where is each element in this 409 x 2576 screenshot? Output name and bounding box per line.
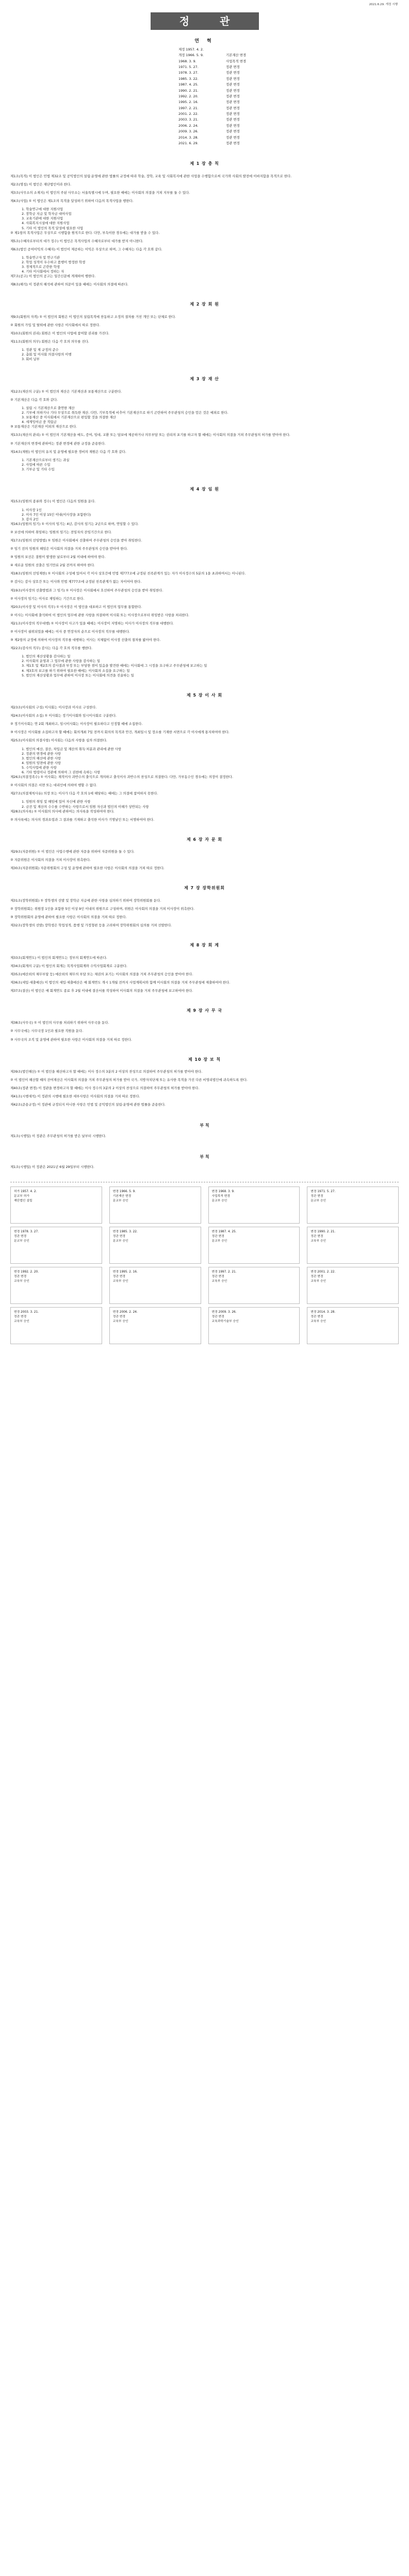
article-paragraph: 제6조(법인 공여이익의 수혜자) 이 법인이 제공하는 이익은 무상으로 하며, 그 수혜자는 다음 각 호와 같다.	[10, 247, 162, 251]
revision-date: 2014. 3. 28.	[178, 135, 199, 140]
article-paragraph: 제7조(공고) 이 법인의 공고는 일간신문에 게재하여 행한다.	[10, 274, 96, 279]
article-paragraph: ③ 임원의 보선은 결원이 발생한 날로부터 2월 이내에 하여야 한다.	[10, 555, 106, 560]
revision-date: 1997. 2. 21.	[178, 106, 199, 110]
clause-item: 1. 법인의 재산상황을 감사하는 일	[22, 654, 71, 659]
clause-item: 2. 금전 및 재산의 수수를 수반하는 사항으로서 임원 자신과 법인의 이해가 상반되는 사항	[22, 804, 149, 809]
clause-item: 6. 기타 법령이나 정관에 의하여 그 권한에 속하는 사항	[22, 770, 100, 775]
clause-item: 3. 회비 납부	[22, 357, 40, 362]
clause-item: 4. 사회복지시설에 대한 지원사업	[22, 221, 70, 226]
article-paragraph: ② 보선에 의하여 취임하는 임원의 임기는 전임자의 잔임기간으로 한다.	[10, 530, 112, 534]
approval-note: 변경 2001. 2. 22. 정관 변경 교육부 승인	[307, 1267, 399, 1304]
revision-note: 정관 변경	[226, 129, 240, 134]
article-paragraph: ③ 장학위원회의 운영에 관하여 필요한 사항은 이사회의 의결을 거쳐 따로 정한다.	[10, 914, 127, 919]
revision-note: 정관 변경	[226, 94, 240, 98]
chapter-heading: 제 1 장 총 칙	[190, 161, 219, 166]
clause-item: 3. 감사 2인	[22, 517, 39, 521]
article-paragraph: 제16조(임원의 임기) ① 이사의 임기는 4년, 감사의 임기는 2년으로 하며, 연임할 수 있다.	[10, 521, 139, 526]
article-paragraph: 제39조(법인해산) ① 이 법인을 해산하고자 할 때에는 이사 정수의 3분의 2 이상의 찬성으로 의결하여 주무관청의 허가를 받아야 한다.	[10, 1070, 203, 1074]
article-paragraph: 제22조(감사의 직무) 감사는 다음 각 호의 직무를 행한다.	[10, 646, 93, 651]
clause-item: 2. 정관의 변경에 관한 사항	[22, 751, 61, 756]
article-paragraph: ② 사무국에는 사무국장 1인과 필요한 직원을 둔다.	[10, 1029, 84, 1033]
revision-note: 정관 변경	[226, 82, 240, 87]
revision-row	[178, 141, 399, 146]
clause-item: 3. 법인의 해산에 관한 사항	[22, 756, 61, 760]
clause-item: 3. 제1호 및 제2호의 감사결과 부정 또는 부당한 점이 있음을 발견한 때에는 이사회에 그 시정을 요구하고 주무관청에 보고하는 일	[22, 664, 207, 668]
article-paragraph: ② 감사는 감사 상호간 또는 이사와 민법 제777조에 규정된 친족관계가 없는 자이어야 한다.	[10, 580, 142, 584]
revision-note: 정관 변경	[226, 106, 240, 110]
revision-note: 정관 변경	[226, 88, 240, 93]
clause-item: 4. 임원의 임면에 관한 사항	[22, 760, 61, 765]
revision-meta: 2021.6.29. 개정 시행	[369, 3, 398, 6]
article-paragraph: ② 이사장의 임기는 이사로 재임하는 기간으로 한다.	[10, 596, 85, 601]
article-paragraph: ④ 새로운 임원의 선출은 임기만료 2월 전까지 하여야 한다.	[10, 563, 95, 568]
revision-row	[178, 88, 399, 94]
addenda-container	[10, 1123, 399, 1170]
article-paragraph: ② 이 법인이 해산할 때의 잔여재산은 이사회의 의결을 거쳐 주무관청의 허가를 받아 국가, 지방자치단체 또는 유사한 목적을 가진 다른 비영리법인에 귀속하도록 한다.	[10, 1078, 248, 1082]
revision-note: 정관 변경	[226, 64, 240, 69]
article-paragraph: ③ 이사장은 이사회를 소집하고자 할 때에는 회의개최 7일 전까지 회의의 목적과 안건, 개최일시 및 장소를 기재한 서면으로 각 이사에게 통지하여야 한다.	[10, 730, 230, 735]
revision-row	[178, 135, 399, 141]
chapter-heading: 제 6 장 자 문 회	[186, 837, 223, 842]
approval-note: 변경 1990. 2. 21. 정관 변경 교육부 승인	[307, 1227, 399, 1264]
approval-note: 변경 1968. 3. 9. 사업목적 변경 문교부 승인	[208, 1187, 300, 1224]
article-paragraph: ③ 제2항의 규정에 의하여 이사장의 직무를 대행하는 이사는 지체없이 이사장 선출의 절차를 밟아야 한다.	[10, 638, 161, 642]
article-paragraph: 제9조(회원의 자격) ① 이 법인의 회원은 이 법인의 설립목적에 찬동하고 소정의 절차를 거친 개인 또는 단체로 한다.	[10, 314, 176, 319]
revision-note: 정관 변경	[226, 117, 240, 122]
revision-row	[178, 70, 399, 76]
clause-item: 2. 총회 및 이사회 의결사항의 이행	[22, 352, 72, 357]
revision-date: 2001. 2. 22.	[178, 112, 199, 116]
revision-note: 정관 변경	[226, 76, 240, 81]
article-paragraph: ② 회원의 가입 및 탈퇴에 관한 사항은 이사회에서 따로 정한다.	[10, 323, 101, 327]
article-paragraph: 제26조(의결정족수) ① 이사회는 재적이사 과반수의 출석으로 개의하고 출석이사 과반수의 찬성으로 의결한다. 다만, 가부동수인 경우에는 의장이 결정한다.	[10, 775, 233, 779]
addenda-heading: 부 칙	[200, 1154, 209, 1159]
revision-row	[178, 59, 399, 64]
clause-item: 3. 기부금 및 기타 수입	[22, 467, 55, 471]
article-paragraph: ② 임기 전의 임원의 해임은 이사회의 의결을 거쳐 주무관청의 승인을 받아야 한다.	[10, 547, 128, 551]
article-paragraph: 제13조(재산의 관리) ① 이 법인의 기본재산을 매도, 증여, 임대, 교환 또는 담보에 제공하거나 의무부담 또는 권리의 포기를 하고자 할 때에는 이사회의 의결을 거쳐 주무관청의 허가를 받아야 한다.	[10, 433, 290, 437]
revision-row	[178, 76, 399, 82]
revision-row	[178, 94, 399, 99]
clause-item: 1. 설립 시 기본재산으로 출연한 재산	[22, 406, 75, 411]
article-paragraph: 제35조(예산외의 채무부담 등) 예산외의 채무의 부담 또는 채권의 포기는 이사회의 의결을 거쳐 주무관청의 승인을 받아야 한다.	[10, 972, 193, 976]
revision-note: 정관 변경	[226, 100, 240, 105]
chapter-heading: 제 7 장 장학위원회	[184, 886, 225, 891]
revision-heading: 연 혁	[194, 39, 215, 44]
article-paragraph: ② 자문위원은 이사회의 의결을 거쳐 이사장이 위촉한다.	[10, 858, 91, 862]
article-paragraph: 제23조(이사회의 구성) 이사회는 이사장과 이사로 구성한다.	[10, 705, 97, 710]
article-paragraph: 제10조(회원의 권리) 회원은 이 법인의 사업에 참여할 권리를 가진다.	[10, 331, 109, 335]
chapters-container	[10, 161, 399, 1107]
article-paragraph: 제31조(장학위원회) ① 장학생의 선발 및 장학금 지급에 관한 사항을 심의하기 위하여 장학위원회를 둔다.	[10, 898, 161, 903]
clause-item: 2. 사업에 따른 수입	[22, 462, 51, 467]
article-paragraph: 제21조(이사장의 직무대행) ① 이사장이 사고가 있을 때에는 이사장이 지명하는 이사가 이사장의 직무를 대행한다.	[10, 621, 174, 625]
clause-item: 2. 학업 성적이 우수하고 품행이 방정한 학생	[22, 260, 86, 264]
article-paragraph: 제18조(임원의 선임제한) ① 이사회의 구성에 있어서 각 이사 상호간에 민법 제777조에 규정된 친족관계가 있는 자가 이사정수의 5분의 1을 초과하여서는 아니된다.	[10, 571, 246, 576]
article-paragraph: 제41조(시행세칙) 이 정관의 시행에 필요한 세부사항은 이사회의 의결을 거쳐 따로 정한다.	[10, 1094, 140, 1099]
clause-item: 1. 법인의 예산, 결산, 차입금 및 재산의 취득·처분과 관리에 관한 사항	[22, 747, 122, 751]
article-paragraph: ② 제1항의 목적사업은 무상으로 시행함을 원칙으로 한다. 다만, 부득이한 경우에는 대가를 받을 수 있다.	[10, 230, 160, 235]
article-paragraph: 제19조(이사장의 선출방법과 그 임기) ① 이사장은 이사회에서 호선하여 주무관청의 승인을 받아 취임한다.	[10, 588, 163, 592]
chapter-heading: 제 10 장 보 칙	[188, 1057, 221, 1062]
article-paragraph: 제38조(사무국) ① 이 법인의 사무를 처리하기 위하여 사무국을 둔다.	[10, 1021, 109, 1025]
approval-note: 변경 1985. 3. 22. 정관 변경 문교부 승인	[109, 1227, 201, 1264]
article-paragraph: ② 이사회의 의결은 서면 또는 대리인에 의하여 행할 수 없다.	[10, 783, 97, 788]
revision-date: 1992. 2. 20.	[178, 94, 199, 98]
article-paragraph: 제20조(이사장 및 이사의 직무) ① 이사장은 이 법인을 대표하고 이 법인의 업무를 통할한다.	[10, 604, 142, 609]
clause-item: 1. 기본재산으로부터 생기는 과실	[22, 457, 70, 462]
approval-note: 변경 1978. 3. 27. 정관 변경 문교부 승인	[10, 1227, 102, 1264]
article-paragraph: 제37조(결산) 이 법인은 매 회계연도 종료 후 2월 이내에 결산서를 작성하여 이사회의 의결을 거쳐 주무관청에 보고하여야 한다.	[10, 988, 193, 993]
article-paragraph: 제33조(회계연도) 이 법인의 회계연도는 정부의 회계연도에 따른다.	[10, 955, 107, 960]
article-paragraph: 제27조(의결제척사유) 의장 또는 이사가 다음 각 호의 1에 해당하는 때에는 그 의결에 참여하지 못한다.	[10, 791, 158, 796]
clause-item: 2. 장학금 지급 및 학자금 대여사업	[22, 212, 72, 216]
revision-row	[178, 53, 399, 58]
revision-note: 사업목적 변경	[226, 59, 247, 63]
clause-item: 5. 법인의 재산상황과 업무에 관하여 이사장 또는 이사회에 의견을 진술하는 일	[22, 673, 134, 677]
article-paragraph: 제30조(자문위원회) 자문위원회의 구성 및 운영에 관하여 필요한 사항은 이사회의 의결을 거쳐 따로 정한다.	[10, 866, 165, 871]
approval-note: 변경 2006. 2. 24. 정관 변경 교육부 승인	[109, 1307, 201, 1344]
article-paragraph: 제3조(사무소의 소재지) 이 법인의 주된 사무소는 서울특별시에 두며, 필요한 때에는 이사회의 의결을 거쳐 지부를 둘 수 있다.	[10, 190, 190, 195]
revision-date: 1987. 4. 25.	[178, 82, 199, 87]
approval-note: 변경 1987. 4. 25. 정관 변경 문교부 승인	[208, 1227, 300, 1264]
article-paragraph: 제25조(이사회의 의결사항) 이사회는 다음의 사항을 심의·의결한다.	[10, 738, 107, 743]
clause-item: 4. 기타 이사회에서 정하는 자	[22, 269, 64, 274]
article-paragraph: 제1조(목적) 이 법인은 민법 제32조 및 공익법인의 설립·운영에 관한 법률의 규정에 따라 학술, 장학, 교육 및 사회복지에 관한 사업을 수행함으로써 국가와 사회의 발전에 이바지함을 목적으로 한다.	[10, 174, 292, 178]
revision-date: 1978. 3. 27.	[178, 71, 199, 75]
clause-item: 2. 이사 7인 이상 15인 이내(이사장을 포함한다)	[22, 512, 91, 517]
revision-row	[178, 82, 399, 88]
revision-date: 2003. 3. 21.	[178, 117, 199, 122]
clause-item: 4. 세계잉여금 중 적립금	[22, 420, 57, 425]
article-paragraph: ② 장학위원회는 위원장 1인을 포함한 5인 이상 9인 이내의 위원으로 구성하며, 위원은 이사회의 의결을 거쳐 이사장이 위촉한다.	[10, 906, 194, 911]
approval-note: 변경 1997. 2. 21. 정관 변경 교육부 승인	[208, 1267, 300, 1304]
revision-date: 1971. 5. 27.	[178, 64, 199, 69]
clause-item: 2. 이사회의 운영과 그 업무에 관한 사항을 감사하는 일	[22, 659, 100, 664]
chapter-heading: 제 3 장 재 산	[190, 377, 219, 382]
revision-date: 1990. 2. 21.	[178, 88, 199, 93]
approval-note: 변경 2009. 3. 26. 정관 변경 교육과학기술부 승인	[208, 1307, 300, 1344]
article-paragraph: ③ 보통재산은 기본재산 이외의 재산으로 한다.	[10, 425, 77, 429]
revision-date: 1968. 3. 9.	[178, 59, 197, 63]
revision-date: 2006. 2. 24.	[178, 123, 199, 128]
revision-row	[178, 129, 399, 134]
revision-list	[178, 47, 399, 147]
revision-date: 개정 1966. 5. 9.	[178, 53, 204, 58]
clause-item: 5. 수익사업에 관한 사항	[22, 765, 57, 770]
chapter-heading: 제 5 장 이 사 회	[186, 692, 223, 698]
revision-row	[178, 117, 399, 123]
article-paragraph: 제5조(수혜자로부터의 대가 징수) 이 법인은 목적사업의 수혜자로부터 대가를 받지 아니한다.	[10, 239, 143, 243]
clause-item: 5. 기타 이 법인의 목적 달성에 필요한 사업	[22, 226, 84, 230]
clause-item: 1. 학술연구자 및 연구기관	[22, 255, 60, 260]
article-paragraph: ② 의사록에는 의사의 경과요령과 그 결과를 기재하고 출석한 이사가 기명날인 또는 서명하여야 한다.	[10, 817, 155, 822]
revision-row	[178, 111, 399, 117]
revision-note: 정관 변경	[226, 71, 240, 75]
clause-item: 1. 이사장 1인	[22, 507, 42, 512]
revision-row	[178, 64, 399, 70]
revision-row	[178, 99, 399, 105]
article-paragraph: 제40조(정관 변경) 이 정관을 변경하고자 할 때에는 이사 정수의 3분의 2 이상의 찬성으로 의결하여 주무관청의 허가를 받아야 한다.	[10, 1086, 200, 1091]
article-paragraph: 제32조(장학생의 선발) 장학생은 학업성적, 품행 및 가정형편 등을 고려하여 장학위원회의 심의를 거쳐 선발한다.	[10, 923, 172, 928]
approval-note: 변경 1992. 2. 20. 정관 변경 교육부 승인	[10, 1267, 102, 1304]
chapter-heading: 제 9 장 사 무 국	[186, 1008, 223, 1013]
article-paragraph: 제36조(세입·세출예산) 이 법인의 세입·세출예산은 매 회계연도 개시 1개월 전까지 사업계획서와 함께 이사회의 의결을 거쳐 주무관청에 제출하여야 한다.	[10, 980, 231, 985]
addenda-text: 제1조(시행일) 이 정관은 2021년 6월 29일부터 시행한다.	[10, 1165, 94, 1170]
approval-note: 변경 1966. 5. 9. 기본재산 변경 문교부 승인	[109, 1187, 201, 1224]
revision-date: 1985. 3. 22.	[178, 76, 199, 81]
article-paragraph: 제17조(임원의 선임방법) ① 임원은 이사회에서 선출하여 주무관청의 승인을 받아 취임한다.	[10, 538, 142, 543]
addenda-text: 제1조(시행일) 이 정관은 주무관청의 허가를 받은 날부터 시행한다.	[10, 1133, 106, 1138]
article-paragraph: ② 이사장이 궐위되었을 때에는 이사 중 연장자의 순으로 이사장의 직무를 대행한다.	[10, 630, 130, 634]
approval-note: 변경 1995. 2. 16. 정관 변경 교육부 승인	[109, 1267, 201, 1304]
clause-item: 3. 보통재산 중 이사회에서 기본재산으로 편입할 것을 의결한 재산	[22, 415, 116, 420]
article-paragraph: ② 이사는 이사회에 출석하여 이 법인의 업무에 관한 사항을 의결하며 이사회 또는 이사장으로부터 위임받은 사항을 처리한다.	[10, 613, 189, 617]
article-paragraph: 제14조(재원) 이 법인의 유지 및 운영에 필요한 경비의 재원은 다음 각 호와 같다.	[10, 449, 126, 454]
article-paragraph: ② 정기이사회는 연 2회 개최하고, 임시이사회는 이사장이 필요하다고 인정할 때에 소집한다.	[10, 722, 143, 726]
article-paragraph: 제8조(해석) 이 정관의 해석에 관하여 의문이 있을 때에는 이사회의 의결에 따른다.	[10, 282, 128, 287]
revision-date: 1995. 2. 16.	[178, 100, 199, 105]
article-paragraph: ② 기본재산의 변경에 관하여는 정관 변경에 관한 규정을 준용한다.	[10, 441, 106, 446]
approval-note: 변경 2003. 3. 21. 정관 변경 교육부 승인	[10, 1307, 102, 1344]
article-paragraph: 제4조(사업) ① 이 법인은 제1조의 목적을 달성하기 위하여 다음의 목적사업을 행한다.	[10, 199, 134, 204]
approval-note: 허가 1957. 4. 2. 문교부 허가 재단법인 설립	[10, 1187, 102, 1224]
revision-date: 2009. 3. 26.	[178, 129, 199, 134]
revision-note: 기본재산 변경	[226, 53, 247, 58]
approval-note: 변경 2014. 3. 28. 정관 변경 교육부 승인	[307, 1307, 399, 1344]
revision-row	[178, 47, 399, 53]
clause-item: 3. 경제적으로 곤란한 학생	[22, 265, 60, 269]
approval-note: 변경 1971. 5. 27. 정관 변경 문교부 승인	[307, 1187, 399, 1224]
revision-row	[178, 123, 399, 129]
clause-item: 1. 임원의 취임 및 해임에 있어 자신에 관한 사항	[22, 800, 91, 804]
document-title: 정 관	[151, 12, 259, 30]
revision-note: 정관 변경	[226, 135, 240, 140]
chapter-heading: 제 4 장 임 원	[190, 487, 219, 492]
chapter-heading: 제 8 장 회 계	[190, 943, 219, 948]
article-paragraph: 제12조(재산의 구분) ① 이 법인의 재산은 기본재산과 보통재산으로 구분한다.	[10, 389, 122, 394]
clause-item: 1. 학술연구에 대한 지원사업	[22, 207, 63, 212]
addenda-heading: 부 칙	[200, 1123, 209, 1128]
article-paragraph: ② 기본재산은 다음 각 호와 같다.	[10, 397, 58, 402]
article-paragraph: ③ 사무국의 조직 및 운영에 관하여 필요한 사항은 이사회의 의결을 거쳐 따로 정한다.	[10, 1037, 132, 1042]
article-paragraph: 제24조(이사회의 소집) ① 이사회는 정기이사회와 임시이사회로 구분한다.	[10, 714, 117, 718]
revision-note: 정관 변경	[226, 141, 240, 146]
article-paragraph: 제15조(임원의 종류와 정수) 이 법인은 다음의 임원을 둔다.	[10, 499, 96, 504]
revision-date: 제정 1957. 4. 2.	[178, 47, 204, 52]
chapter-heading: 제 2 장 회 원	[190, 302, 219, 307]
clause-item: 3. 교육기관에 대한 지원사업	[22, 216, 63, 221]
revision-note: 정관 변경	[226, 112, 240, 116]
article-paragraph: 제34조(회계의 구분) 이 법인의 회계는 목적사업회계와 수익사업회계로 구분한다.	[10, 963, 127, 968]
article-paragraph: 제11조(회원의 의무) 회원은 다음 각 호의 의무를 진다.	[10, 340, 89, 344]
clause-item: 2. 기부에 의하거나 기타 무상으로 취득한 재산. 다만, 기부목적에 비추어 기본재산으로 하기 곤란하여 주무관청의 승인을 얻은 것은 예외로 한다.	[22, 411, 228, 415]
revision-note: 정관 변경	[226, 123, 240, 128]
article-paragraph: 제28조(의사록) ① 이사회의 의사에 관하여는 의사록을 작성하여야 한다.	[10, 809, 114, 814]
clause-item: 1. 정관 및 제 규정의 준수	[22, 348, 59, 352]
revision-date: 2021. 6. 29.	[178, 141, 199, 146]
article-paragraph: 제2조(명칭) 이 법인은 재단법인이라 한다.	[10, 182, 71, 187]
revision-row	[178, 106, 399, 111]
article-paragraph: 제29조(자문위원) ① 이 법인은 사업수행에 관한 자문을 위하여 자문위원을 둘 수 있다.	[10, 850, 135, 854]
approval-notes-grid	[10, 1187, 399, 1344]
clause-item: 4. 제3호의 보고를 하기 위하여 필요한 때에는 이사회의 소집을 요구하는 일	[22, 668, 130, 673]
article-paragraph: 제42조(준용규정) 이 정관에 규정되지 아니한 사항은 민법 및 공익법인의 설립·운영에 관한 법률을 준용한다.	[10, 1103, 166, 1107]
